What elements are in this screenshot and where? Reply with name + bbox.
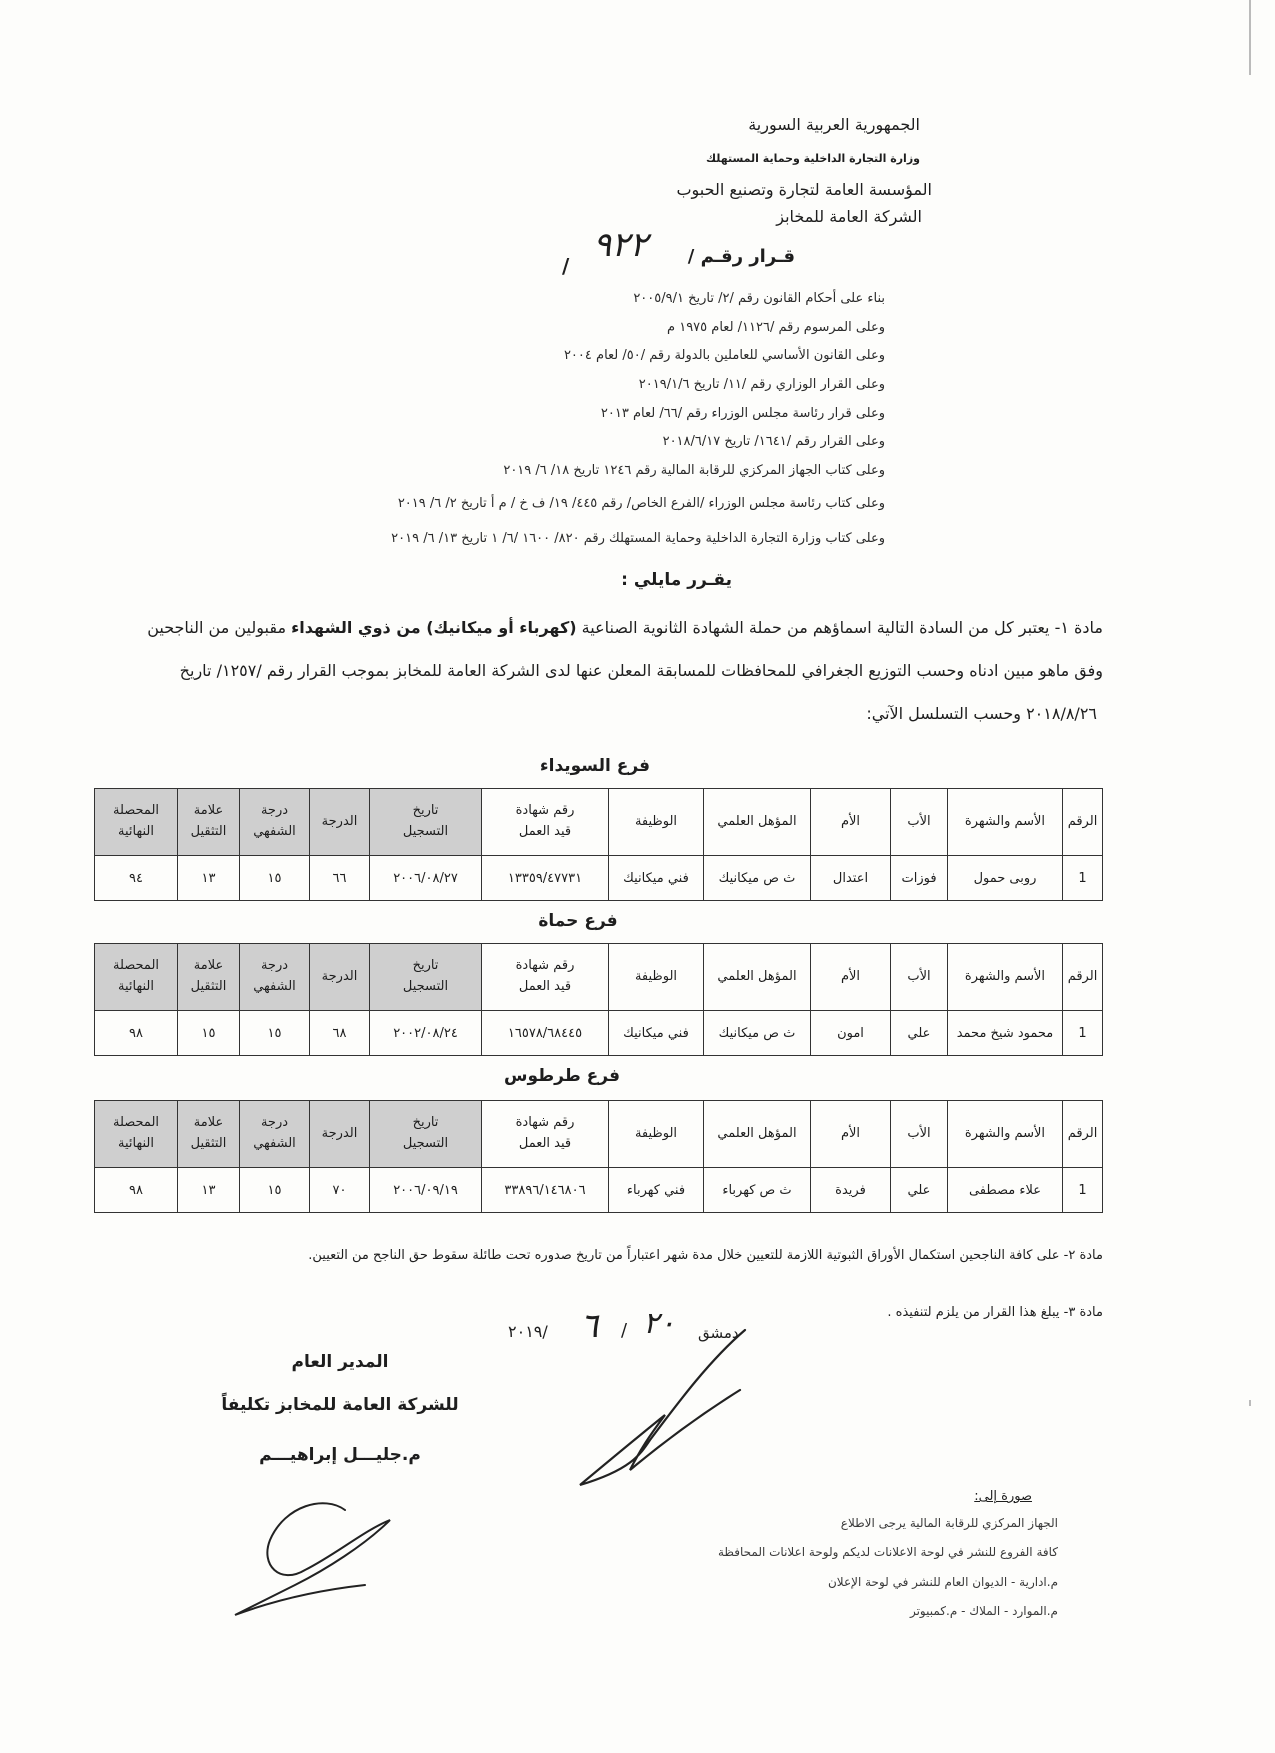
- col-weight: [178, 789, 240, 856]
- col-oral: [240, 944, 310, 1011]
- cell-cert: ١٣٣٥٩/٤٧٧٣١: [482, 856, 609, 901]
- col-reg-date: [370, 1101, 482, 1168]
- preamble-line: وعلى القرار الوزاري رقم /١١/ تاريخ ٢٠١٩/١/٦: [638, 377, 885, 392]
- col-qualification: المؤهل العلمي: [704, 789, 811, 856]
- cell-name: علاء مصطفى: [948, 1168, 1063, 1213]
- col-cert-line-1: رقم شهادة: [515, 803, 575, 819]
- col-qualification: المؤهل العلمي: [704, 944, 811, 1011]
- cell-qualification: ث ص ميكانيك: [704, 856, 811, 901]
- branch-table-hama: [94, 943, 1103, 1056]
- preamble-line: بناء على أحكام القانون رقم /٢/ تاريخ ٢٠٠٥/٩/١: [633, 291, 885, 306]
- col-weight: [178, 944, 240, 1011]
- cell-reg-date: ٢٠٠٦/٠٨/٢٧: [370, 856, 482, 901]
- col-cert-line-1: رقم شهادة: [515, 958, 575, 974]
- cell-final: ٩٨: [95, 1011, 178, 1056]
- col-oral: [240, 789, 310, 856]
- cell-qualification: ث ص كهرباء: [704, 1168, 811, 1213]
- col-name: الأسم والشهرة: [948, 1101, 1063, 1168]
- col-oral-line-2: الشفهي: [253, 1136, 296, 1151]
- col-weight-line-1: علامة: [193, 958, 224, 974]
- cell-weight: ١٥: [178, 1011, 240, 1056]
- table-row: [95, 1011, 1103, 1056]
- cell-name: محمود شيخ محمد: [948, 1011, 1063, 1056]
- table-row: [95, 856, 1103, 901]
- col-mother: الأم: [811, 789, 891, 856]
- col-weight-line-1: علامة: [193, 1115, 224, 1131]
- date-day: ٢٠: [643, 1306, 676, 1341]
- branch-title-sweida: فرع السويداء: [539, 756, 651, 776]
- date-month: ٦: [580, 1306, 599, 1346]
- cell-qualification: ث ص ميكانيك: [704, 1011, 811, 1056]
- decision-label: قـرار رقـم /: [687, 246, 795, 267]
- scan-edge-line: [1249, 0, 1251, 75]
- decision-number-line: [688, 246, 795, 267]
- cell-reg-date: ٢٠٠٦/٠٩/١٩: [370, 1168, 482, 1213]
- signatory-org: للشركة العامة للمخابز تكليفاً: [221, 1395, 459, 1415]
- cell-grade: ٦٦: [310, 856, 370, 901]
- cell-mother: اعتدال: [811, 856, 891, 901]
- cc-line: كافة الفروع للنشر في لوحة الاعلانات لديكم ولوحة اعلانات المحافظة: [717, 1545, 1058, 1559]
- col-final-line-1: المحصلة: [112, 1115, 160, 1131]
- cell-grade: ٧٠: [310, 1168, 370, 1213]
- col-reg-date-line-2: التسجيل: [402, 1136, 449, 1151]
- col-father: الأب: [891, 789, 948, 856]
- col-oral-line-2: الشفهي: [253, 824, 296, 839]
- republic-name: الجمهورية العربية السورية: [748, 115, 920, 134]
- article-1-line-2: وفق ماهو مبين ادناه وحسب التوزيع الجغرافي للمحافظات للمسابقة المعلن عنها لدى الشركة العامة للمخابز بموجب القرار رقم /١٢٥٧/ تاريخ: [179, 661, 1103, 680]
- cell-num: 1: [1063, 1168, 1103, 1213]
- date-year: ٢٠١٩/: [508, 1322, 548, 1341]
- cell-final: ٩٤: [95, 856, 178, 901]
- article-2: مادة ٢- على كافة الناجحين استكمال الأوراق الثبوتية اللازمة للتعيين خلال مدة شهر اعتباراً من تاريخ صدوره تحت طائلة سقوط حق الناجح من التعيين.: [308, 1248, 1103, 1263]
- cell-weight: ١٣: [178, 1168, 240, 1213]
- preamble-line: وعلى كتاب وزارة التجارة الداخلية وحماية المستهلك رقم ٨٢٠/ ١٦٠٠ /٦/ ١ تاريخ ١٣/ ٦/ ٢٠١٩: [391, 531, 885, 546]
- col-reg-date: [370, 944, 482, 1011]
- cc-line: الجهاز المركزي للرقابة المالية يرجى الاطلاع: [840, 1516, 1058, 1530]
- col-cert: [482, 944, 609, 1011]
- article-1-line-3: ٢٠١٨/٨/٢٦ وحسب التسلسل الآتي:: [866, 704, 1097, 723]
- col-reg-date: [370, 789, 482, 856]
- cell-cert: ١٦٥٧٨/٦٨٤٤٥: [482, 1011, 609, 1056]
- establishment-name: المؤسسة العامة لتجارة وتصنيع الحبوب: [676, 180, 932, 199]
- cell-oral: ١٥: [240, 1011, 310, 1056]
- preamble-line: وعلى القرار رقم /١٦٤١/ تاريخ ٢٠١٨/٦/١٧: [662, 434, 885, 449]
- col-num: الرقم: [1063, 1101, 1103, 1168]
- decision-handwritten-number: ٩٢٢: [593, 225, 648, 265]
- decision-trailing-slash: /: [562, 254, 570, 278]
- col-oral-line-1: درجة: [260, 958, 289, 974]
- signatory-name: م.جليـــل إبراهيـــم: [259, 1445, 421, 1465]
- cc-label: صورة إلى:: [974, 1489, 1032, 1504]
- date-city: دمشق: [698, 1324, 739, 1342]
- cell-father: فوزات: [891, 856, 948, 901]
- cell-num: 1: [1063, 856, 1103, 901]
- col-num: الرقم: [1063, 789, 1103, 856]
- preamble-line: وعلى القانون الأساسي للعاملين بالدولة رقم /٥٠/ لعام ٢٠٠٤: [563, 348, 885, 363]
- col-reg-date-line-1: تاريخ: [412, 958, 439, 974]
- col-weight-line-2: التثقيل: [190, 979, 227, 994]
- col-final-line-2: النهائية: [118, 979, 154, 994]
- cell-father: علي: [891, 1011, 948, 1056]
- article-1-text-end: مقبولين من الناجحين: [147, 618, 292, 637]
- col-weight-line-2: التثقيل: [190, 1136, 227, 1151]
- preamble-line: وعلى كتاب رئاسة مجلس الوزراء /الفرع الخاص/ رقم ٤٤٥/ ١٩/ ف خ / م أ تاريخ ٢/ ٦/ ٢٠١٩: [397, 496, 885, 511]
- cc-line: م.ادارية - الديوان العام للنشر في لوحة الإعلان: [827, 1575, 1058, 1589]
- cell-mother: امون: [811, 1011, 891, 1056]
- col-final: [95, 789, 178, 856]
- col-name: الأسم والشهرة: [948, 944, 1063, 1011]
- col-num: الرقم: [1063, 944, 1103, 1011]
- article-1-text: مادة ١- يعتبر كل من السادة التالية اسماؤهم من حملة الشهادة الثانوية الصناعية: [576, 618, 1103, 637]
- col-grade: الدرجة: [310, 789, 370, 856]
- cell-num: 1: [1063, 1011, 1103, 1056]
- col-oral-line-2: الشفهي: [253, 979, 296, 994]
- col-cert-line-2: قيد العمل: [518, 824, 572, 839]
- cell-grade: ٦٨: [310, 1011, 370, 1056]
- col-cert-line-2: قيد العمل: [518, 979, 572, 994]
- table-header-row: [95, 789, 1103, 856]
- col-oral: [240, 1101, 310, 1168]
- cell-cert: ٣٣٨٩٦/١٤٦٨٠٦: [482, 1168, 609, 1213]
- ministry-name: وزارة التجارة الداخلية وحماية المستهلك: [706, 152, 920, 165]
- article-1-line-1: [147, 618, 1103, 637]
- cell-job: فني ميكانيك: [609, 1011, 704, 1056]
- col-weight: [178, 1101, 240, 1168]
- signatory-title: المدير العام: [291, 1352, 389, 1372]
- col-oral-line-1: درجة: [260, 803, 289, 819]
- col-final-line-1: المحصلة: [112, 803, 160, 819]
- col-job: الوظيفة: [609, 1101, 704, 1168]
- branch-table-sweida: [94, 788, 1103, 901]
- director-signature: [225, 1490, 415, 1620]
- col-weight-line-1: علامة: [193, 803, 224, 819]
- cell-final: ٩٨: [95, 1168, 178, 1213]
- col-cert-line-2: قيد العمل: [518, 1136, 572, 1151]
- col-reg-date-line-2: التسجيل: [402, 979, 449, 994]
- col-father: الأب: [891, 1101, 948, 1168]
- preamble-line: وعلى كتاب الجهاز المركزي للرقابة المالية رقم ١٢٤٦ تاريخ ١٨/ ٦/ ٢٠١٩: [503, 463, 885, 478]
- col-final-line-2: النهائية: [118, 824, 154, 839]
- col-job: الوظيفة: [609, 789, 704, 856]
- date-separator: /: [621, 1320, 628, 1341]
- col-weight-line-2: التثقيل: [190, 824, 227, 839]
- col-grade: الدرجة: [310, 944, 370, 1011]
- col-cert: [482, 1101, 609, 1168]
- col-cert: [482, 789, 609, 856]
- company-name: الشركة العامة للمخابز: [776, 207, 922, 226]
- col-mother: الأم: [811, 1101, 891, 1168]
- cell-weight: ١٣: [178, 856, 240, 901]
- table-row: [95, 1168, 1103, 1213]
- branch-title-tartus: فرع طرطوس: [504, 1066, 620, 1086]
- col-father: الأب: [891, 944, 948, 1011]
- col-final: [95, 944, 178, 1011]
- col-qualification: المؤهل العلمي: [704, 1101, 811, 1168]
- col-reg-date-line-1: تاريخ: [412, 1115, 439, 1131]
- table-header-row: [95, 1101, 1103, 1168]
- handwritten-signature: [570, 1320, 770, 1500]
- col-final: [95, 1101, 178, 1168]
- col-job: الوظيفة: [609, 944, 704, 1011]
- cell-job: فني كهرباء: [609, 1168, 704, 1213]
- preamble-line: وعلى المرسوم رقم /١١٢٦/ لعام ١٩٧٥ م: [667, 320, 885, 335]
- col-reg-date-line-1: تاريخ: [412, 803, 439, 819]
- table-header-row: [95, 944, 1103, 1011]
- article-3: مادة ٣- يبلغ هذا القرار من يلزم لتنفيذه .: [887, 1305, 1103, 1320]
- cell-oral: ١٥: [240, 1168, 310, 1213]
- col-oral-line-1: درجة: [260, 1115, 289, 1131]
- col-final-line-2: النهائية: [118, 1136, 154, 1151]
- col-name: الأسم والشهرة: [948, 789, 1063, 856]
- col-mother: الأم: [811, 944, 891, 1011]
- cell-mother: فريدة: [811, 1168, 891, 1213]
- cell-father: علي: [891, 1168, 948, 1213]
- cell-name: روبى حمول: [948, 856, 1063, 901]
- branch-table-tartus: [94, 1100, 1103, 1213]
- branch-title-hama: فرع حماة: [538, 911, 618, 931]
- cell-reg-date: ٢٠٠٢/٠٨/٢٤: [370, 1011, 482, 1056]
- cell-job: فني ميكانيك: [609, 856, 704, 901]
- scan-edge-line: [1249, 1400, 1251, 1406]
- col-final-line-1: المحصلة: [112, 958, 160, 974]
- col-cert-line-1: رقم شهادة: [515, 1115, 575, 1131]
- decides-heading: يقـرر مايلي :: [621, 570, 732, 590]
- col-grade: الدرجة: [310, 1101, 370, 1168]
- article-1-emphasis: (كهرباء أو ميكانيك) من ذوي الشهداء: [291, 618, 577, 637]
- cc-line: م.الموارد - الملاك - م.كمبيوتر: [909, 1604, 1058, 1618]
- cell-oral: ١٥: [240, 856, 310, 901]
- col-reg-date-line-2: التسجيل: [402, 824, 449, 839]
- preamble-line: وعلى قرار رئاسة مجلس الوزراء رقم /٦٦/ لعام ٢٠١٣: [600, 406, 885, 421]
